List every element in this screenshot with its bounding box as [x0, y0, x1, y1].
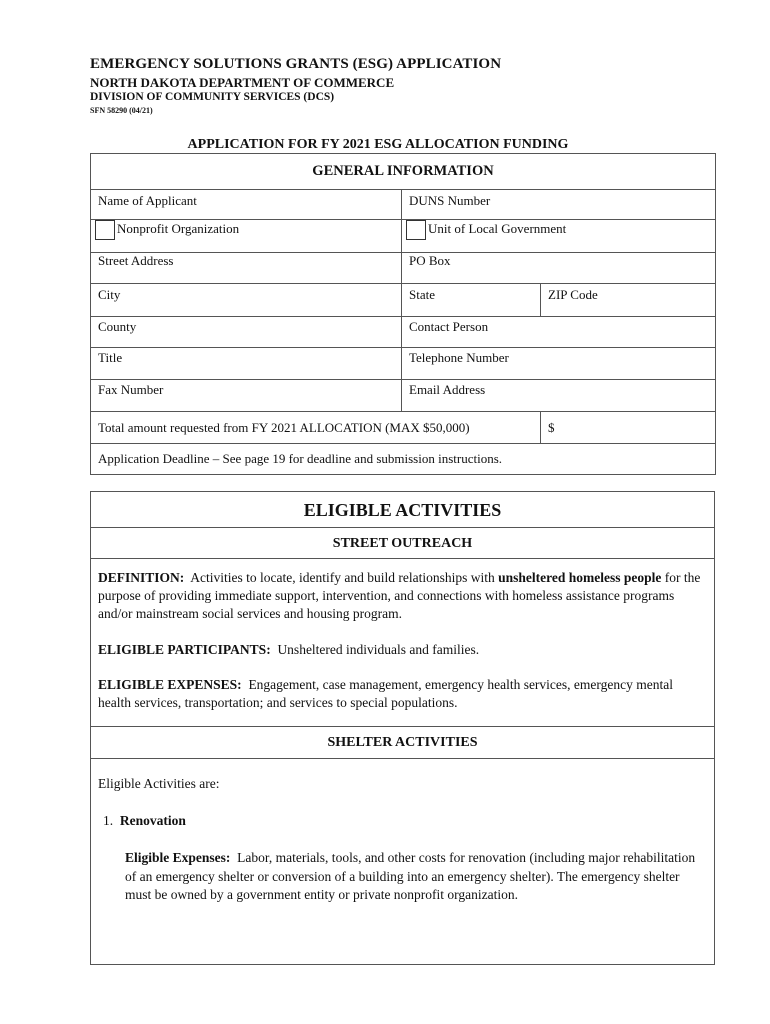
title-label: Title [98, 350, 123, 365]
zip-code-label: ZIP Code [548, 287, 598, 302]
definition-bold: unsheltered homeless people [498, 570, 662, 585]
county-label: County [98, 319, 137, 334]
name-of-applicant-label: Name of Applicant [98, 193, 197, 208]
zip-code-field[interactable] [541, 284, 716, 317]
street-outreach-heading: STREET OUTREACH [91, 528, 714, 559]
name-of-applicant-field[interactable] [91, 190, 402, 220]
expenses-text: Engagement, case management, emergency health services, emergency mental health services, transportation; and services to special populations. [98, 676, 674, 711]
participants-paragraph [98, 641, 706, 659]
general-information-heading: GENERAL INFORMATION [91, 154, 716, 190]
eligible-activities-heading: ELIGIBLE ACTIVITIES [91, 492, 714, 528]
street-address-label: Street Address [98, 253, 174, 268]
renovation-title: Renovation [119, 813, 186, 829]
participants-text: Unsheltered individuals and families. [277, 641, 480, 657]
division-name: DIVISION OF COMMUNITY SERVICES (DCS) [90, 91, 335, 103]
fax-number-field[interactable] [91, 380, 402, 412]
expenses-paragraph [98, 676, 706, 712]
local-government-option [402, 220, 716, 253]
shelter-activities-body [91, 759, 714, 904]
nonprofit-option [91, 220, 402, 253]
general-information-table [90, 153, 716, 475]
definition-text-1: Activities to locate, identify and build relationships with [190, 570, 495, 585]
email-address-label: Email Address [409, 382, 486, 397]
shelter-activities-heading: SHELTER ACTIVITIES [91, 727, 714, 759]
expenses-label: ELIGIBLE EXPENSES: [98, 676, 242, 692]
duns-number-label: DUNS Number [409, 193, 491, 208]
nonprofit-checkbox[interactable] [95, 220, 115, 240]
po-box-field[interactable] [402, 253, 716, 284]
renovation-item [98, 812, 706, 830]
application-title: APPLICATION FOR FY 2021 ESG ALLOCATION FUNDING [187, 137, 569, 152]
department-name: NORTH DAKOTA DEPARTMENT OF COMMERCE [90, 75, 395, 90]
form-number: SFN 58290 (04/21) [90, 106, 153, 115]
telephone-number-label: Telephone Number [409, 350, 509, 365]
definition-text-2: for the purpose of providing immediate support, intervention, and connections with homeless assistance programs and/or mainstream social services and housing program. [98, 570, 701, 622]
total-amount-field[interactable] [541, 412, 716, 444]
local-government-label: Unit of Local Government [428, 220, 567, 236]
state-label: State [409, 287, 435, 302]
street-outreach-body [91, 559, 714, 727]
duns-number-field[interactable] [402, 190, 716, 220]
application-deadline: Application Deadline – See page 19 for deadline and submission instructions. [91, 444, 716, 475]
fax-number-label: Fax Number [98, 382, 164, 397]
contact-person-field[interactable] [402, 317, 716, 348]
email-address-field[interactable] [402, 380, 716, 412]
shelter-intro: Eligible Activities are: [98, 776, 220, 791]
renovation-expenses [98, 849, 706, 904]
po-box-label: PO Box [409, 253, 451, 268]
item-number: 1. [103, 813, 114, 829]
telephone-number-field[interactable] [402, 348, 716, 380]
participants-label: ELIGIBLE PARTICIPANTS: [98, 641, 271, 657]
street-address-field[interactable] [91, 253, 402, 284]
total-amount-label: Total amount requested from FY 2021 ALLOCATION (MAX $50,000) [91, 412, 541, 444]
renovation-expenses-label: Eligible Expenses: [125, 850, 231, 866]
county-field[interactable] [91, 317, 402, 348]
definition-label: DEFINITION: [98, 570, 185, 585]
local-government-checkbox[interactable] [406, 220, 426, 240]
renovation-expenses-text: Labor, materials, tools, and other costs for renovation (including major rehabilitation of an emergency shelter or conversion of a building into an emergency shelter). The emergency shelter must be owned by a government entity or private nonprofit organization. [125, 850, 696, 902]
document-title: EMERGENCY SOLUTIONS GRANTS (ESG) APPLICATION [90, 56, 502, 72]
city-label: City [98, 287, 121, 302]
eligible-activities-section [90, 491, 715, 965]
nonprofit-label: Nonprofit Organization [117, 220, 240, 236]
state-field[interactable] [402, 284, 541, 317]
definition-paragraph [98, 569, 706, 624]
title-field[interactable] [91, 348, 402, 380]
dollar-sign: $ [548, 419, 555, 435]
city-field[interactable] [91, 284, 402, 317]
contact-person-label: Contact Person [409, 319, 489, 334]
